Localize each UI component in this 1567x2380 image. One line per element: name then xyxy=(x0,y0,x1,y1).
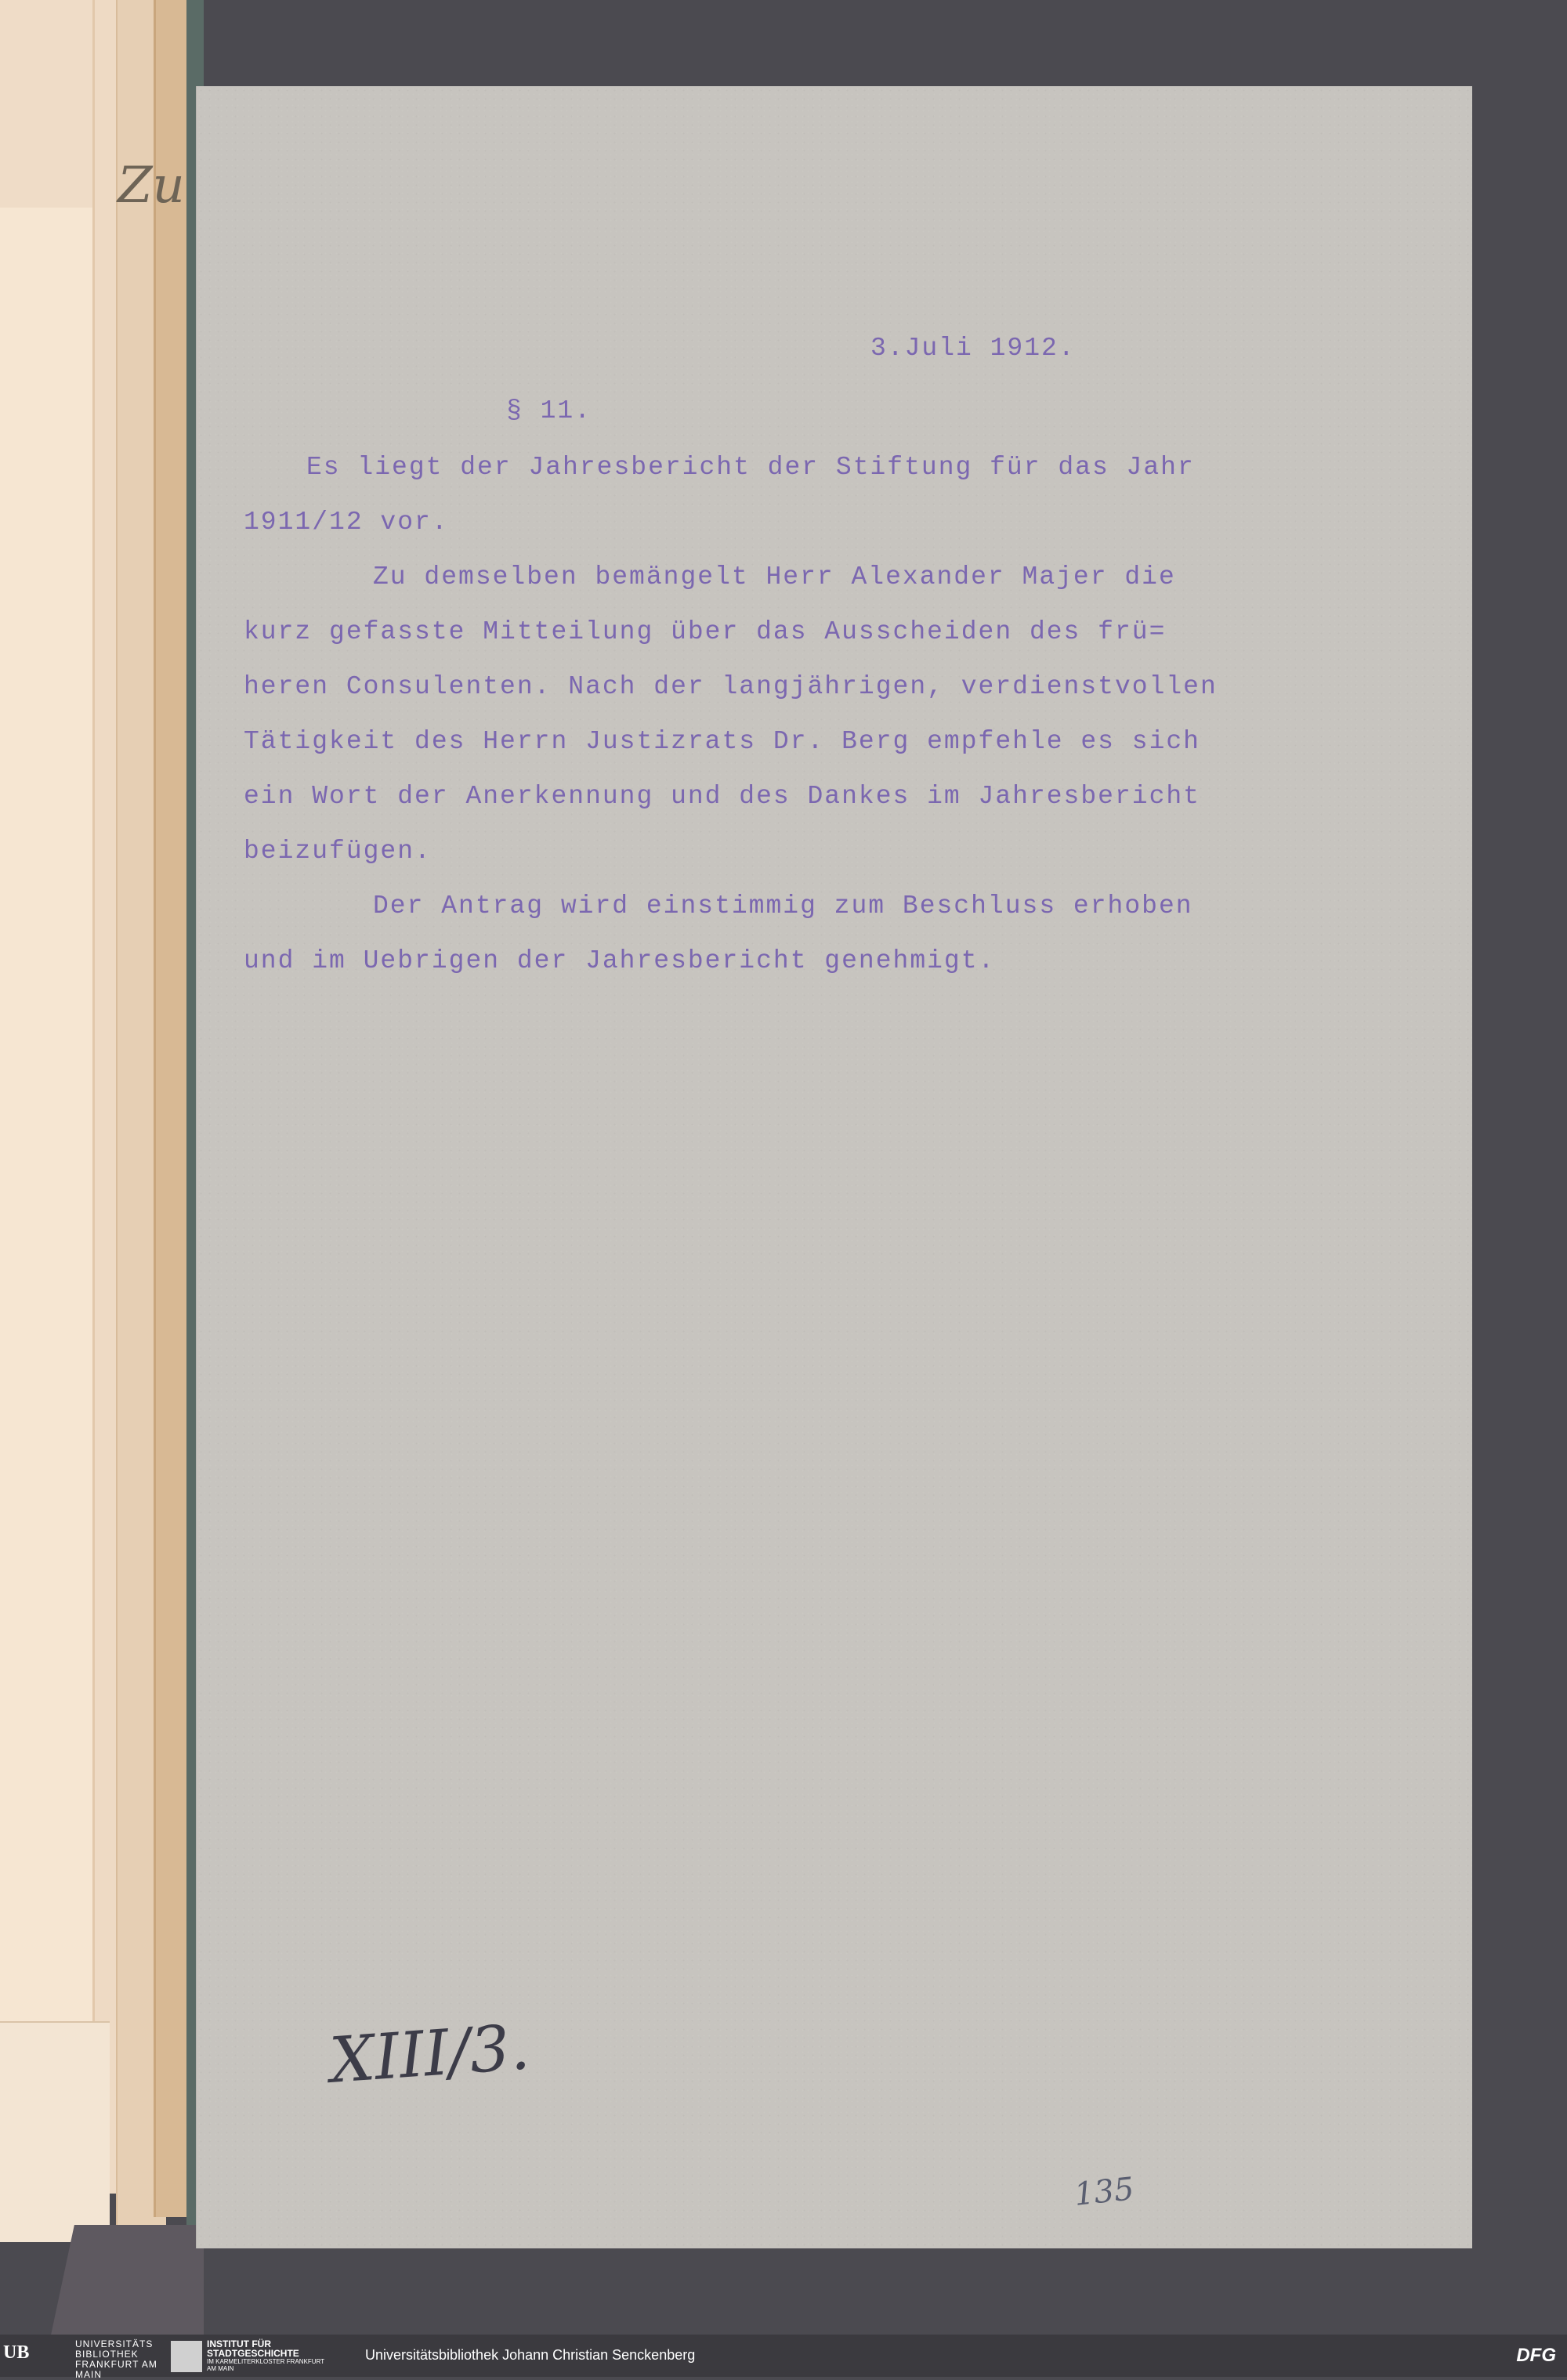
body-line: beizufügen. xyxy=(244,837,432,866)
isg-logo-icon xyxy=(171,2341,202,2372)
stack-sheet xyxy=(0,2021,110,2242)
body-line: und im Uebrigen der Jahresbericht genehmigt. xyxy=(244,946,996,975)
ub-logo-subtitle: UNIVERSITÄTS BIBLIOTHEK FRANKFURT AM MAIN xyxy=(75,2338,157,2380)
body-line: kurz gefasste Mitteilung über das Ausscheiden des frü= xyxy=(244,617,1167,646)
letter-date: 3.Juli 1912. xyxy=(870,334,1076,363)
dfg-logo: DFG xyxy=(1516,2345,1556,2366)
footer-bar xyxy=(0,2335,1567,2380)
body-line: heren Consulenten. Nach der langjährigen, verdienstvollen xyxy=(244,672,1218,701)
body-line: Es liegt der Jahresbericht der Stiftung für das Jahr xyxy=(306,453,1195,482)
body-line: Tätigkeit des Herrn Justizrats Dr. Berg empfehle es sich xyxy=(244,727,1200,756)
isg-logo-subtitle: IM KARMELITERKLOSTER FRANKFURT AM MAIN xyxy=(207,2358,324,2372)
body-line: Der Antrag wird einstimmig zum Beschluss erhoben xyxy=(373,892,1193,921)
body-line: ein Wort der Anerkennung und des Dankes im Jahresbericht xyxy=(244,782,1200,811)
footer-credit: Universitätsbibliothek Johann Christian Senckenberg xyxy=(365,2347,696,2363)
archive-mark: XIII/3. xyxy=(328,2010,532,2097)
stack-sheet xyxy=(154,0,190,2217)
document-page xyxy=(196,86,1472,2248)
body-line: 1911/12 vor. xyxy=(244,508,449,537)
margin-note: Zu xyxy=(118,157,185,215)
ub-logo: UB xyxy=(3,2342,30,2363)
page-number: 135 xyxy=(1072,2171,1136,2213)
body-line: Zu demselben bemängelt Herr Alexander Majer die xyxy=(373,562,1176,591)
book-cover-cloth xyxy=(51,2225,204,2335)
section-heading: § 11. xyxy=(506,396,592,425)
isg-logo-title: INSTITUT FÜR STADTGESCHICHTE xyxy=(207,2338,299,2359)
stack-sheet xyxy=(0,208,103,2041)
book-stack xyxy=(0,0,204,2335)
